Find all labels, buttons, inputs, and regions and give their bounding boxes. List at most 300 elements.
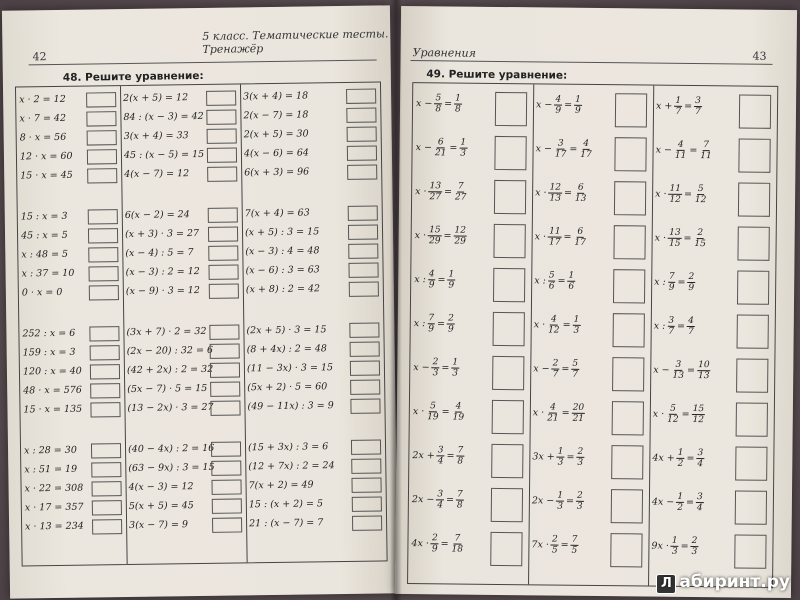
equation-prefix: 9x · — [651, 540, 669, 552]
fraction-equation-row — [651, 224, 775, 261]
answer-box[interactable] — [86, 92, 116, 107]
equation-prefix: x · — [415, 186, 427, 198]
fraction — [572, 315, 580, 336]
numerator: 3 — [697, 492, 703, 503]
equation-text: (13 − 2x) · 3 = 27 — [127, 401, 214, 415]
answer-box[interactable] — [209, 324, 239, 339]
answer-box[interactable] — [92, 500, 122, 515]
fraction-equation-row — [529, 486, 649, 523]
fraction-equation-row — [411, 265, 531, 302]
denominator: 3 — [573, 325, 580, 336]
answer-box[interactable] — [348, 206, 378, 221]
equation-text: 15 : (x + 2) = 5 — [248, 498, 324, 511]
numerator: 5 — [670, 403, 676, 414]
equation-text: x : 28 = 30 — [23, 444, 77, 457]
answer-box[interactable] — [613, 269, 645, 303]
denominator: 8 — [455, 104, 461, 115]
fraction — [567, 271, 575, 292]
numerator: 11 — [669, 183, 682, 194]
equation-text: (15 + 3x) : 3 = 6 — [247, 441, 329, 454]
numerator: 1 — [452, 357, 459, 368]
left-page-number: 42 — [32, 50, 47, 64]
equation-prefix: 2x − — [531, 495, 555, 507]
fraction-equation — [535, 226, 589, 248]
equation-row — [240, 107, 380, 123]
answer-box[interactable] — [348, 225, 378, 240]
answer-box[interactable] — [492, 400, 524, 434]
answer-box[interactable] — [352, 515, 382, 530]
fraction — [668, 228, 682, 249]
fraction — [677, 448, 685, 469]
equals-sign: = — [566, 451, 575, 463]
numerator: 4 — [583, 138, 590, 149]
fraction — [428, 181, 442, 202]
equation-row — [123, 283, 243, 299]
equation-text: x · 13 = 234 — [25, 520, 84, 533]
answer-box[interactable] — [88, 228, 118, 243]
right-page — [395, 6, 797, 598]
answer-box[interactable] — [347, 146, 377, 161]
answer-box[interactable] — [347, 127, 377, 142]
denominator: 7 — [668, 326, 675, 337]
equation-prefix: x · — [534, 231, 547, 243]
answer-box[interactable] — [210, 381, 240, 396]
numerator: 4 — [551, 314, 557, 325]
equation-text: x · 22 = 308 — [24, 482, 84, 495]
answer-box[interactable] — [208, 226, 238, 241]
denominator: 13 — [672, 370, 685, 381]
numerator: 3 — [697, 448, 704, 459]
answer-box[interactable] — [210, 343, 240, 358]
answer-box[interactable] — [613, 225, 645, 259]
answer-box[interactable] — [612, 401, 644, 435]
equation-prefix: x · — [414, 230, 427, 242]
equation-prefix: x − — [535, 143, 553, 155]
fraction — [687, 272, 695, 293]
fraction — [546, 402, 560, 423]
equation-row — [21, 443, 125, 458]
answer-box[interactable] — [493, 268, 525, 302]
answer-box[interactable] — [88, 247, 118, 262]
fraction — [454, 94, 462, 115]
answer-box[interactable] — [491, 444, 523, 478]
fraction — [452, 401, 466, 422]
fraction — [692, 404, 706, 425]
fraction-equation — [655, 184, 709, 206]
fraction-equation-row — [529, 442, 649, 479]
fraction-equation-row — [531, 222, 651, 259]
numerator: 7 — [571, 534, 578, 545]
fraction — [554, 95, 562, 116]
numerator: 3 — [437, 445, 444, 456]
answer-box[interactable] — [88, 209, 118, 224]
numerator: 4 — [688, 315, 694, 327]
answer-box[interactable] — [208, 264, 238, 279]
fraction — [572, 403, 586, 424]
answer-box[interactable] — [490, 532, 522, 566]
equation-row — [125, 479, 245, 495]
denominator: 15 — [694, 239, 706, 250]
numerator: 15 — [692, 404, 705, 415]
denominator: 19 — [427, 412, 439, 423]
answer-box[interactable] — [351, 477, 381, 492]
answer-box[interactable] — [89, 326, 119, 341]
answer-box[interactable] — [737, 226, 769, 260]
fraction — [676, 492, 684, 513]
answer-box[interactable] — [211, 441, 241, 456]
fraction — [552, 359, 560, 380]
answer-box[interactable] — [91, 462, 121, 477]
fraction — [671, 536, 679, 557]
equals-sign: = — [561, 407, 570, 419]
answer-box[interactable] — [738, 182, 770, 216]
numerator: 6 — [577, 182, 584, 193]
numerator: 1 — [677, 491, 684, 502]
answer-box[interactable] — [207, 147, 237, 162]
answer-box[interactable] — [212, 498, 242, 513]
fraction — [451, 533, 465, 554]
answer-box[interactable] — [611, 489, 643, 523]
equals-sign: = — [683, 188, 693, 200]
equals-sign: = — [557, 275, 566, 287]
equation-row — [241, 126, 381, 142]
answer-box[interactable] — [493, 224, 525, 258]
answer-box[interactable] — [208, 245, 238, 260]
fraction-equation — [532, 446, 586, 468]
numerator: 4 — [677, 139, 684, 150]
denominator: 8 — [456, 500, 463, 511]
answer-box[interactable] — [614, 137, 646, 171]
numerator: 11 — [549, 226, 561, 237]
fraction — [576, 447, 584, 468]
equation-row — [17, 130, 121, 145]
answer-box[interactable] — [87, 168, 117, 183]
equation-text: x : 48 = 5 — [21, 248, 69, 261]
numerator: 7 — [703, 140, 710, 151]
equation-text: 3(x + 4) = 33 — [123, 130, 189, 143]
answer-box[interactable] — [90, 364, 120, 379]
fraction-equation — [655, 140, 714, 162]
equals-sign: = — [565, 495, 575, 507]
fraction-equation-row — [409, 441, 529, 478]
answer-box[interactable] — [87, 130, 117, 145]
answer-box[interactable] — [348, 263, 378, 278]
answer-box[interactable] — [91, 443, 121, 458]
numerator: 12 — [549, 182, 562, 193]
equals-sign: = — [689, 144, 698, 157]
denominator: 18 — [451, 544, 464, 555]
answer-box[interactable] — [737, 314, 769, 348]
answer-box[interactable] — [89, 285, 119, 300]
fraction — [432, 357, 440, 378]
answer-box[interactable] — [610, 533, 642, 567]
answer-box[interactable] — [492, 356, 524, 390]
answer-box[interactable] — [90, 383, 120, 398]
equation-prefix: x : — [653, 320, 666, 332]
answer-box[interactable] — [86, 111, 116, 126]
equation-row — [125, 441, 245, 457]
equation-row — [121, 147, 241, 163]
answer-box[interactable] — [210, 400, 240, 415]
fraction — [427, 313, 435, 334]
task-48-table — [15, 81, 388, 566]
answer-box[interactable] — [350, 398, 380, 413]
denominator: 4 — [697, 459, 704, 470]
fraction-equation-row — [530, 354, 650, 391]
numerator: 2 — [691, 536, 698, 547]
denominator: 17 — [554, 149, 567, 160]
fraction — [696, 492, 704, 513]
fraction-equation — [415, 137, 469, 159]
denominator: 4 — [437, 500, 444, 511]
equation-prefix: x : — [413, 318, 426, 330]
fraction — [574, 95, 582, 116]
fraction-equation-row — [412, 177, 532, 214]
equals-sign: = — [677, 320, 686, 332]
task-48-title: 48. Решите уравнение: — [62, 69, 204, 84]
answer-box[interactable] — [349, 282, 379, 297]
numerator: 1 — [557, 446, 564, 457]
answer-box[interactable] — [207, 128, 237, 143]
fraction — [690, 536, 698, 557]
denominator: 8 — [435, 104, 442, 115]
equation-row — [19, 266, 123, 281]
equation-row — [242, 243, 382, 259]
equation-text: 45 : x = 5 — [20, 229, 68, 242]
fraction-equation-row — [653, 92, 777, 129]
numerator: 2 — [551, 534, 558, 545]
equation-row — [245, 477, 385, 493]
fraction-equation — [412, 445, 466, 467]
denominator: 29 — [428, 236, 441, 247]
fraction — [672, 360, 686, 381]
numerator: 2 — [577, 446, 584, 457]
equation-row — [246, 515, 386, 531]
answer-box[interactable] — [736, 358, 768, 392]
fraction-equation-row — [408, 529, 528, 566]
answer-box[interactable] — [351, 439, 381, 454]
denominator: 13 — [549, 193, 561, 204]
task-48-column — [16, 86, 128, 565]
equals-sign: = — [563, 187, 573, 199]
equation-row — [124, 381, 244, 397]
answer-box[interactable] — [352, 496, 382, 511]
equation-text: 2(x + 5) = 12 — [123, 92, 189, 105]
equation-text: (x − 3) : 2 = 12 — [125, 266, 200, 279]
equation-prefix: x · — [532, 407, 545, 419]
fraction-equation — [532, 490, 586, 512]
equals-sign: = — [441, 362, 450, 374]
answer-box[interactable] — [90, 402, 120, 417]
equation-row — [123, 324, 243, 340]
numerator: 1 — [557, 490, 564, 501]
equation-text: (x + 3) · 3 = 27 — [124, 228, 200, 241]
equation-prefix: 4x − — [651, 496, 675, 508]
task-49-column — [408, 83, 534, 584]
answer-box[interactable] — [495, 92, 527, 126]
numerator: 7 — [454, 533, 461, 544]
equation-prefix: 4x · — [411, 538, 429, 550]
answer-box[interactable] — [494, 136, 526, 170]
fraction-equation-row — [649, 444, 773, 481]
denominator: 29 — [454, 236, 466, 247]
fraction-equation-row — [410, 353, 530, 390]
fraction-equation — [653, 404, 707, 426]
equation-text: (5x + 2) · 5 = 60 — [247, 381, 328, 394]
equation-row — [243, 322, 383, 338]
equation-text: (x − 9) · 3 = 12 — [125, 285, 200, 298]
equation-prefix: x − — [415, 142, 433, 154]
numerator: 13 — [669, 227, 681, 238]
fraction — [456, 446, 464, 467]
fraction-equation-row — [652, 180, 776, 217]
fraction — [573, 227, 587, 248]
answer-box[interactable] — [88, 266, 118, 281]
answer-box[interactable] — [738, 138, 770, 172]
numerator: 4 — [455, 401, 462, 412]
answer-box[interactable] — [207, 166, 237, 181]
answer-box[interactable] — [211, 460, 241, 475]
equation-row — [18, 209, 122, 224]
fraction — [436, 489, 444, 510]
answer-box[interactable] — [347, 165, 377, 180]
answer-box[interactable] — [348, 244, 378, 259]
equals-sign: = — [443, 186, 453, 198]
answer-box[interactable] — [212, 517, 242, 532]
answer-box[interactable] — [350, 379, 380, 394]
fraction-equation-row — [650, 356, 774, 393]
answer-box[interactable] — [208, 207, 238, 222]
denominator: 9 — [574, 105, 581, 116]
fraction — [557, 447, 565, 468]
equation-row — [21, 462, 125, 477]
answer-box[interactable] — [611, 445, 643, 479]
fraction-equation — [531, 534, 580, 556]
equation-row — [125, 460, 245, 476]
answer-box[interactable] — [735, 446, 767, 480]
numerator: 13 — [429, 181, 442, 192]
numerator: 20 — [572, 402, 585, 413]
fraction — [571, 359, 579, 380]
answer-box[interactable] — [350, 360, 380, 375]
equals-sign: = — [683, 232, 692, 244]
denominator: 3 — [691, 547, 698, 558]
answer-box[interactable] — [493, 312, 525, 346]
fraction-equation-row — [531, 266, 651, 303]
equals-sign: = — [686, 452, 695, 465]
fraction-equation-row — [649, 488, 773, 525]
equation-text: 4(x − 6) = 64 — [243, 147, 309, 160]
answer-box[interactable] — [211, 479, 241, 494]
denominator: 3 — [577, 457, 584, 468]
denominator: 4 — [696, 503, 703, 514]
equation-row — [19, 326, 123, 341]
equals-sign: = — [687, 364, 696, 377]
fraction-equation-row — [411, 309, 531, 346]
answer-box[interactable] — [615, 93, 647, 127]
equation-text: 7(x + 4) = 63 — [244, 207, 310, 220]
fraction — [576, 491, 584, 512]
task-48-column — [120, 84, 248, 564]
answer-box[interactable] — [735, 490, 767, 524]
denominator: 21 — [434, 148, 447, 159]
answer-box[interactable] — [491, 488, 523, 522]
denominator: 7 — [572, 369, 579, 380]
answer-box[interactable] — [346, 89, 376, 104]
answer-box[interactable] — [206, 109, 236, 124]
numerator: 2 — [448, 313, 454, 324]
fraction-equation — [656, 96, 704, 117]
equation-prefix: x · — [533, 319, 546, 331]
numerator: 6 — [577, 226, 584, 237]
numerator: 2 — [431, 533, 438, 544]
equation-text: x · 17 = 357 — [24, 501, 84, 514]
answer-box[interactable] — [90, 345, 120, 360]
fraction — [693, 228, 707, 249]
fraction-equation — [651, 536, 700, 558]
denominator: 5 — [571, 545, 578, 556]
answer-box[interactable] — [92, 519, 122, 534]
answer-box[interactable] — [350, 341, 380, 356]
denominator: 6 — [548, 281, 555, 292]
answer-box[interactable] — [210, 362, 240, 377]
left-page — [2, 5, 398, 598]
denominator: 6 — [568, 281, 575, 292]
equation-text: 0 · x = 0 — [21, 286, 63, 299]
answer-box[interactable] — [91, 481, 121, 496]
answer-box[interactable] — [739, 94, 771, 128]
fraction — [428, 269, 436, 290]
equation-text: (63 − 9x) : 3 = 15 — [128, 461, 215, 475]
equation-text: 2(x − 7) = 18 — [243, 109, 309, 122]
equation-row — [242, 224, 382, 240]
answer-box[interactable] — [349, 322, 379, 337]
equation-text: (40 − 4x) : 2 = 16 — [127, 442, 215, 456]
equation-text: 48 · x = 576 — [23, 384, 82, 397]
answer-box[interactable] — [613, 313, 645, 347]
answer-box[interactable] — [209, 283, 239, 298]
answer-box[interactable] — [351, 458, 381, 473]
answer-box[interactable] — [737, 270, 769, 304]
equation-text: (x − 4) : 5 = 7 — [125, 247, 194, 260]
denominator: 3 — [460, 148, 467, 159]
answer-box[interactable] — [614, 181, 646, 215]
equation-text: (3x + 7) · 2 = 32 — [126, 325, 207, 339]
fraction — [434, 93, 442, 114]
answer-box[interactable] — [87, 149, 117, 164]
denominator: 2 — [677, 502, 684, 513]
equation-row — [20, 345, 124, 360]
answer-box[interactable] — [206, 90, 236, 105]
answer-box[interactable] — [736, 402, 768, 436]
equation-prefix: x − — [416, 98, 433, 110]
equation-prefix: 2x − — [411, 494, 435, 506]
fraction-equation — [413, 401, 467, 423]
task-49-column — [528, 84, 654, 585]
equation-row — [243, 281, 383, 297]
denominator: 27 — [429, 192, 441, 203]
fraction — [431, 533, 439, 554]
equals-sign: = — [677, 276, 686, 288]
numerator: 3 — [675, 359, 682, 370]
answer-box[interactable] — [346, 108, 376, 123]
fraction — [428, 225, 442, 246]
numerator: 5 — [697, 184, 704, 195]
answer-box[interactable] — [734, 534, 766, 568]
denominator: 9 — [688, 282, 695, 294]
answer-box[interactable] — [494, 180, 526, 214]
answer-box[interactable] — [612, 357, 644, 391]
